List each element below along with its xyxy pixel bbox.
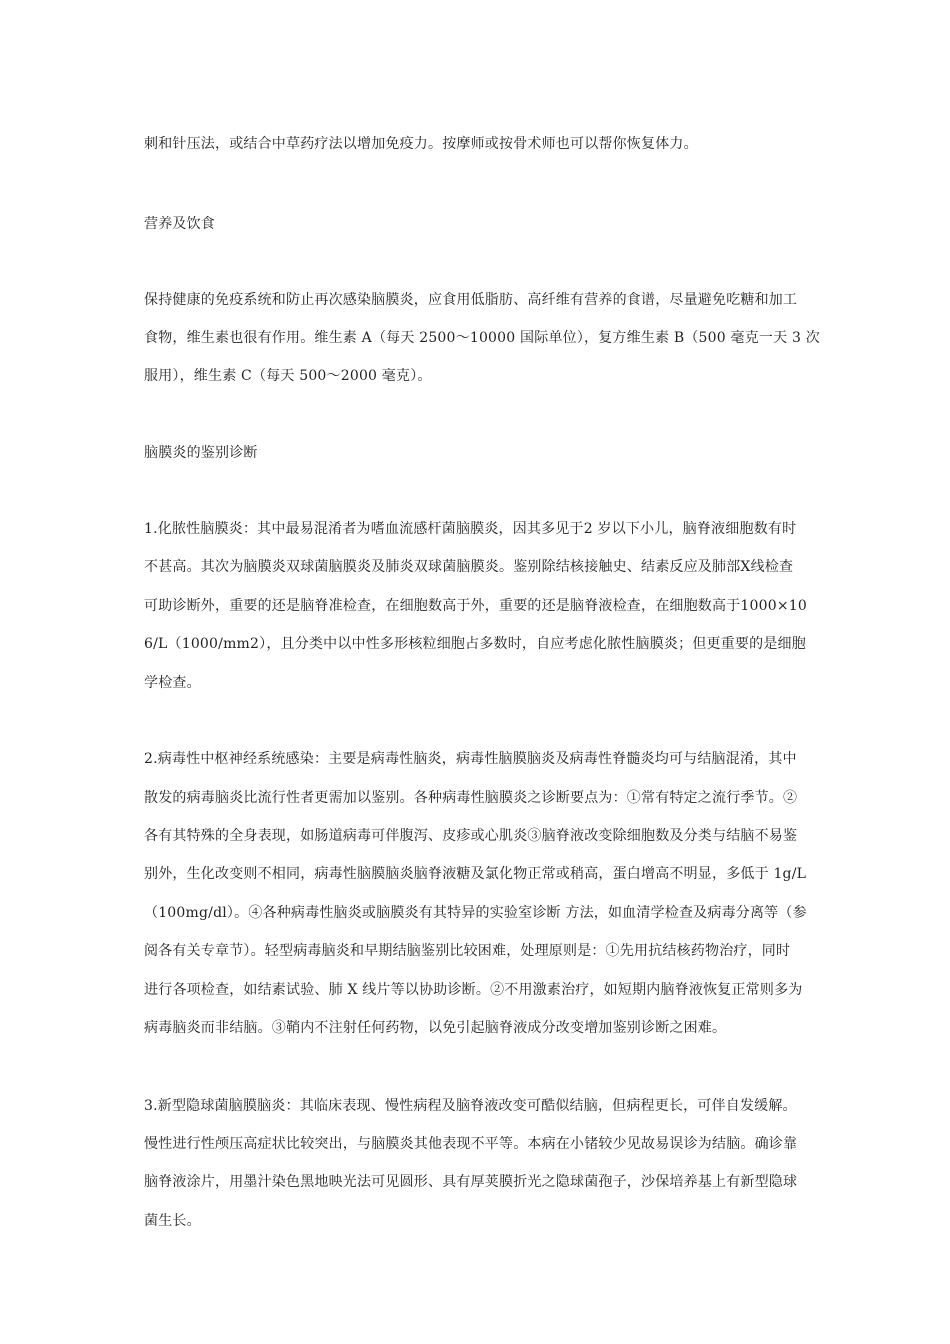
paragraph-line: 慢性进行性颅压高症状比较突出，与脑膜炎其他表现不平等。本病在小锗较少见故易误诊为结脑。确诊靠 [144, 1136, 798, 1152]
paragraph-line: 刺和针压法，或结合中草药疗法以增加免疫力。按摩师或按骨术师也可以帮你恢复体力。 [144, 136, 698, 152]
paragraph-line: 3.新型隐球菌脑膜脑炎：其临床表现、慢性病程及脑脊液改变可酷似结脑，但病程更长，可伴自发缓解。 [144, 1098, 797, 1114]
paragraph-line: 散发的病毒脑炎比流行性者更需加以鉴别。各种病毒性脑膜炎之诊断要点为：①常有特定之流行季节。② [144, 790, 798, 806]
paragraph-line: （100mg/dl）。④各种病毒性脑炎或脑膜炎有其特异的实验室诊断 方法，如血清学检查及病毒分离等（参 [144, 905, 807, 921]
paragraph-line: 食物，维生素也很有作用。维生素 A（每天 2500～10000 国际单位），复方维生素 B（500 毫克一天 3 次 [144, 330, 820, 346]
paragraph-line: 6/L（1000/mm2），且分类中以中性多形核粒细胞占多数时，自应考虑化脓性脑膜炎；但更重要的是细胞 [144, 636, 806, 652]
paragraph-line: 各有其特殊的全身表现，如肠道病毒可伴腹泻、皮疹或心肌炎③脑脊液改变除细胞数及分类与结脑不易鉴 [144, 828, 798, 844]
paragraph-line: 1.化脓性脑膜炎：其中最易混淆者为嗜血流感杆菌脑膜炎，因其多见于2 岁以下小儿，脑脊液细胞数有时 [144, 521, 797, 537]
paragraph-line: 学检查。 [144, 675, 201, 691]
paragraph-line: 可助诊断外，重要的还是脑脊准检查，在细胞数高于外，重要的还是脑脊液检查，在细胞数高于1000×10 [144, 598, 807, 614]
paragraph-line: 进行各项检查，如结素试验、肺 X 线片等以协助诊断。②不用激素治疗，如短期内脑脊液恢复正常则多为 [144, 982, 803, 998]
paragraph-line: 菌生长。 [144, 1213, 201, 1229]
paragraph-line: 2.病毒性中枢神经系统感染：主要是病毒性脑炎，病毒性脑膜脑炎及病毒性脊髓炎均可与结脑混淆，其中 [144, 751, 797, 767]
paragraph-line: 不甚高。其次为脑膜炎双球菌脑膜炎及肺炎双球菌脑膜炎。鉴别除结核接触史、结素反应及肺部X线检查 [144, 559, 794, 575]
section-heading-diagnosis: 脑膜炎的鉴别诊断 [144, 445, 258, 461]
paragraph-line: 阅各有关专章节）。轻型病毒脑炎和早期结脑鉴别比较困难，处理原则是：①先用抗结核药物治疗，同时 [144, 943, 791, 959]
paragraph-line: 服用），维生素 C（每天 500～2000 毫克）。 [144, 368, 432, 384]
section-heading-nutrition: 营养及饮食 [144, 216, 215, 232]
paragraph-line: 病毒脑炎而非结脑。③鞘内不注射任何药物，以免引起脑脊液成分改变增加鉴别诊断之困难。 [144, 1020, 727, 1036]
paragraph-line: 别外，生化改变则不相同，病毒性脑膜脑炎脑脊液糖及氯化物正常或稍高，蛋白增高不明显，多低于 1g/L [144, 866, 807, 882]
paragraph-line: 保持健康的免疫系统和防止再次感染脑膜炎，应食用低脂肪、高纤维有营养的食谱，尽量避免吃糖和加工 [144, 292, 798, 308]
paragraph-line: 脑脊液涂片，用墨汁染色黑地映光法可见圆形、具有厚荚膜折光之隐球菌孢子，沙保培养基上有新型隐球 [144, 1174, 798, 1190]
